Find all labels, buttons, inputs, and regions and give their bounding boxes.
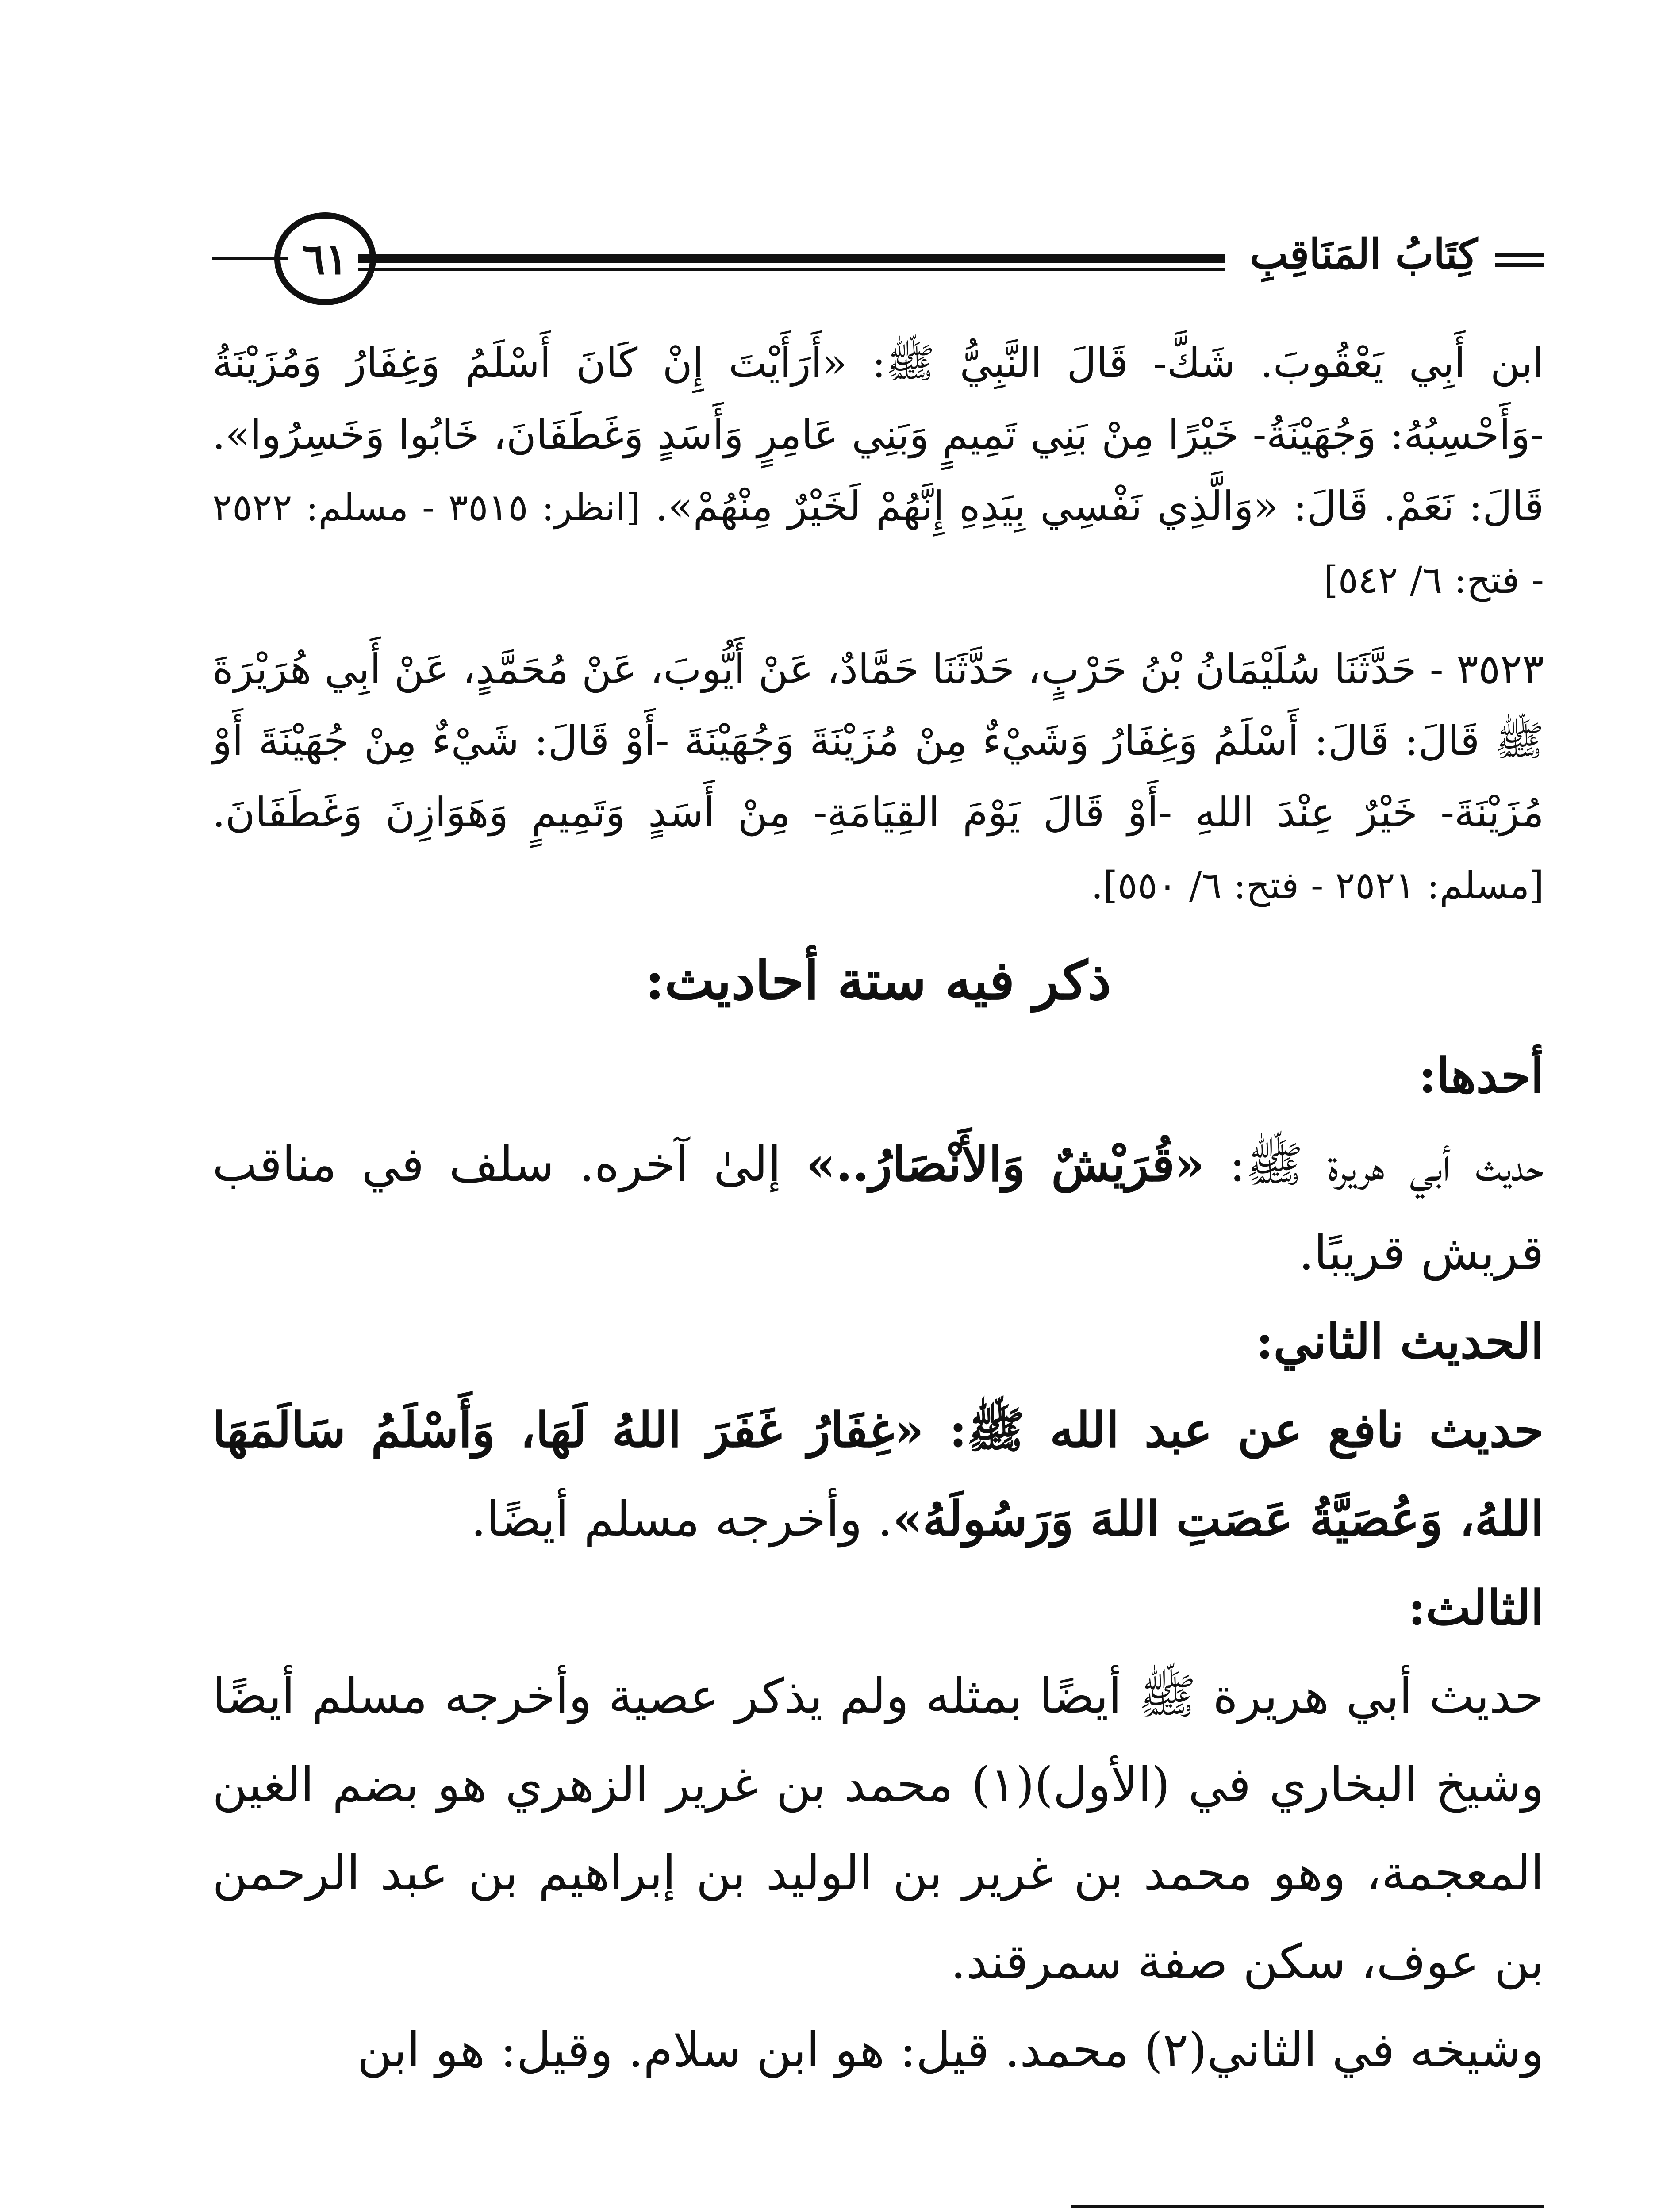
subheading-second: الحديث الثاني: <box>1256 1314 1544 1370</box>
quoted-text: «غِفَارُ غَفَرَ اللهُ لَهَا، وَأَسْلَمُ سَالَمَهَا اللهُ، وَعُصَيَّةُ عَصَتِ اللهَ وَرَسُولَهُ» <box>212 1402 1544 1547</box>
commentary-text: حديث أبي هريرة ﷺ: <box>1204 1137 1544 1192</box>
hadith-paragraph <box>212 327 1544 616</box>
hadith-reference: [مسلم: ٢٥٢١ - فتح: ٦/ ٥٥٠]. <box>1091 864 1544 907</box>
subheading-third: الثالث: <box>1408 1580 1544 1636</box>
page-header <box>212 212 1544 314</box>
hadith-reference: [انظر: ٣٥١٥ - مسلم: ٢٥٢٢ - فتح: ٦/ ٥٤٢] <box>212 486 1544 602</box>
quoted-text: «قُرَيْشٌ وَالأَنْصَارُ..» <box>806 1137 1205 1192</box>
page-number: ٦١ <box>274 212 376 305</box>
commentary-paragraph <box>212 1120 1544 1298</box>
commentary-intro: حديث نافع عن عبد الله ﷺ: <box>924 1402 1544 1458</box>
commentary-text: إلىٰ آخره. سلف في مناقب قريش قريبًا. <box>212 1137 1544 1281</box>
commentary-paragraph <box>212 1386 1544 1564</box>
hadith-text: ٣٥٢٣ - حَدَّثَنَا سُلَيْمَانُ بْنُ حَرْبٍ، حَدَّثَنَا حَمَّادٌ، عَنْ أَيُّوبَ، عَنْ مُحَمَّدٍ، عَنْ أَبِي هُرَيْرَةَ ﷺ قَالَ: قَالَ: أَسْلَمُ وَغِفَارُ وَشَيْءٌ مِنْ مُزَيْنَةَ وَجُهَيْنَةَ -أَوْ قَالَ: شَيْءٌ مِنْ جُهَيْنَةَ أَوْ مُزَيْنَةَ- خَيْرٌ عِنْدَ اللهِ -أَوْ قَالَ يَوْمَ القِيَامَةِ- مِنْ أَسَدٍ وَتَمِيمٍ وَهَوَازِنَ وَغَطَفَانَ. <box>212 645 1544 836</box>
header-dash-ornament <box>1495 253 1544 272</box>
commentary-paragraph: حديث أبي هريرة ﷺ أيضًا بمثله ولم يذكر عصية وأخرجه مسلم أيضًا وشيخ البخاري في (الأول)(١) محمد بن غرير الزهري هو بضم الغين المعجمة، وهو محمد بن غرير بن الوليد بن إبراهيم بن عبد الرحمن بن عوف، سكن صفة سمرقند. <box>212 1669 1544 1989</box>
hadith-paragraph <box>212 634 1544 921</box>
section-title: ذكر فيه ستة أحاديث: <box>645 949 1112 1012</box>
footnote-rule <box>1071 2205 1544 2208</box>
page-body <box>212 327 1544 2095</box>
header-rule <box>358 254 1225 271</box>
commentary-paragraph: وشيخه في الثاني(٢) محمد. قيل: هو ابن سلام. وقيل: هو ابن <box>357 2023 1544 2078</box>
hadith-text: ابن أَبِي يَعْقُوبَ. شَكَّ- قَالَ النَّبِيُّ ﷺ: «أَرَأَيْتَ إِنْ كَانَ أَسْلَمُ وَغِفَارُ وَمُزَيْنَةُ -وَأَحْسِبُهُ: وَجُهَيْنَةُ- خَيْرًا مِنْ بَنِي تَمِيمٍ وَبَنِي عَامِرٍ وَأَسَدٍ وَغَطَفَانَ، خَابُوا وَخَسِرُوا». قَالَ: نَعَمْ. قَالَ: «وَالَّذِي نَفْسِي بِيَدِهِ إِنَّهُمْ لَخَيْرٌ مِنْهُمْ». <box>212 339 1544 530</box>
subheading-first: أحدها: <box>1418 1048 1544 1104</box>
commentary-text: . وأخرجه مسلم أيضًا. <box>471 1492 893 1547</box>
chapter-title: كِتَابُ المَنَاقِبِ <box>1249 230 1478 278</box>
